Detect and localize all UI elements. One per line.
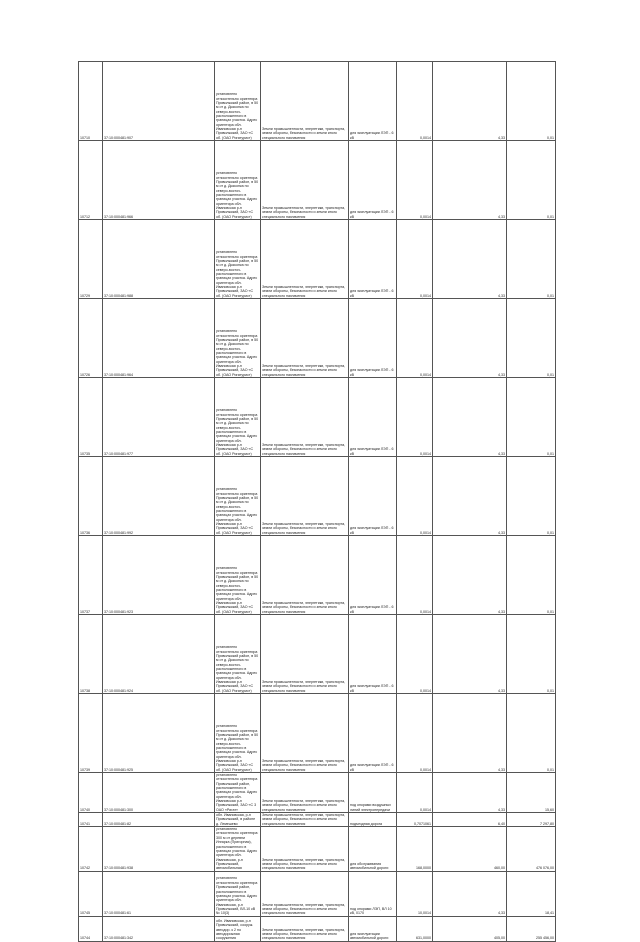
cadastral-value: 476 076,00 <box>507 827 556 871</box>
table-row <box>79 827 556 871</box>
price-value: 4,33 <box>433 141 507 220</box>
permitted-use: для эксплуатации ЛЭП - 6 кВ <box>349 536 397 615</box>
cadastral-number: 37:10:000481:923 <box>103 536 215 615</box>
cadastral-number: 37:10:000481:82 <box>103 813 215 827</box>
area-value: 0,0014 <box>397 773 433 813</box>
parcel-id: 10744 <box>79 916 103 941</box>
land-category: Земли промышленности, энергетики, транспорта, земли обороны, безопасности и земли иного специального назначения <box>261 536 349 615</box>
cadastral-number: 37:10:000481:300 <box>103 773 215 813</box>
table-row <box>79 457 556 536</box>
land-category: Земли промышленности, энергетики, транспорта, земли обороны, безопасности и земли иного специального назначения <box>261 773 349 813</box>
area-value: 0,0014 <box>397 141 433 220</box>
cadastral-number: 37:10:000481:907 <box>103 62 215 141</box>
price-value: 4,33 <box>433 62 507 141</box>
parcel-id: 10726 <box>79 299 103 378</box>
price-value: 460,00 <box>433 827 507 871</box>
land-category: Земли промышленности, энергетики, транспорта, земли обороны, безопасности и земли иного специального назначения <box>261 220 349 299</box>
price-value: 4,33 <box>433 220 507 299</box>
cadastral-value: 0,01 <box>507 62 556 141</box>
area-value: 631,0000 <box>397 916 433 941</box>
location-description: установлено относительно ориентира Приволжский район, в 50 м от д. Дьяконка по северо-восточ- расположенного в границах участка. Адрес ориентира обл. Ивановская р-н Приволжский, ЗАО «С об. (ОАО Ригатурист) <box>215 457 261 536</box>
area-value: 0,7071061 <box>397 813 433 827</box>
land-category: Земли промышленности, энергетики, транспорта, земли обороны, безопасности и земли иного специального назначения <box>261 827 349 871</box>
area-value: 0,0014 <box>397 615 433 694</box>
price-value: 4,33 <box>433 615 507 694</box>
permitted-use: для эксплуатации ЛЭП - 6 кВ <box>349 299 397 378</box>
cadastral-value: 0,01 <box>507 220 556 299</box>
location-description: установлено относительно ориентира Приволжский район, расположенного в границах участка. Адрес ориентира обл. Ивановская, р-н Приволжский, ВЛ-10 кВ № 10(3) <box>215 871 261 916</box>
price-value: 4,33 <box>433 299 507 378</box>
location-description: установлено относительно ориентира Приволжский район, в 50 м от д. Дьяконка по северо-восточ- расположенного в границах участка. Адрес ориентира обл. Ивановская р-н Приволжский, ЗАО «С об. (ОАО Ригатурист) <box>215 220 261 299</box>
permitted-use: под опорами воздушных линий электропередачи <box>349 773 397 813</box>
parcel-id: 10738 <box>79 615 103 694</box>
land-category: Земли промышленности, энергетики, транспорта, земли обороны, безопасности и земли иного специального назначения <box>261 871 349 916</box>
area-value: 0,0014 <box>397 220 433 299</box>
permitted-use: для эксплуатации ЛЭП - 6 кВ <box>349 378 397 457</box>
land-category: Земли промышленности, энергетики, транспорта, земли обороны, безопасности и земли иного специального назначения <box>261 378 349 457</box>
area-value: 0,0014 <box>397 457 433 536</box>
land-category: Земли промышленности, энергетики, транспорта, земли обороны, безопасности и земли иного специального назначения <box>261 916 349 941</box>
location-description: обл. Ивановская, р-н Приволжский, в районе д. Лемешево <box>215 813 261 827</box>
permitted-use: для эксплуатации ЛЭП - 6 кВ <box>349 141 397 220</box>
land-category: Земли промышленности, энергетики, транспорта, земли обороны, безопасности и земли иного специального назначения <box>261 62 349 141</box>
table-row <box>79 378 556 457</box>
cadastral-value: 0,01 <box>507 299 556 378</box>
location-description: установлено относительно ориентира Приволжский район, в 50 м от д. Дьяконка по северо-восточ- расположенного в границах участка. Адрес ориентира обл. Ивановская р-н Приволжский, ЗАО «С об. (ОАО Ригатурист) <box>215 378 261 457</box>
table-row <box>79 813 556 827</box>
land-category: Земли промышленности, энергетики, транспорта, земли обороны, безопасности и земли иного специального назначения <box>261 141 349 220</box>
location-description: установлено относительно ориентира Приволжский район, в 50 м от д. Дьяконка по северо-восточ- расположенного в границах участка. Адрес ориентира обл. Ивановская р-н Приволжский, ЗАО «С об. (ОАО Ригатурист) <box>215 62 261 141</box>
location-description: установлено относительно ориентира: 300 м от деревни Ингарка (Пригорная), расположенного в границах участка. Адрес ориентира обл. Ивановская, р-н Приволжский, автомобильная <box>215 827 261 871</box>
permitted-use: под опорами ЛЭП, ВЛ 10 кВ, 0170 <box>349 871 397 916</box>
permitted-use: для эксплуатации ЛЭП - 6 кВ <box>349 62 397 141</box>
price-value: 405,00 <box>433 916 507 941</box>
cadastral-value: 0,01 <box>507 694 556 773</box>
price-value: 6,40 <box>433 813 507 827</box>
permitted-use: для эксплуатации ЛЭП - 6 кВ <box>349 220 397 299</box>
cadastral-number: 37:10:000481:925 <box>103 694 215 773</box>
area-value: 0,0014 <box>397 378 433 457</box>
price-value: 4,33 <box>433 378 507 457</box>
cadastral-value: 0,01 <box>507 536 556 615</box>
parcel-id: 10736 <box>79 457 103 536</box>
cadastral-value: 0,01 <box>507 615 556 694</box>
area-value: 0,0014 <box>397 536 433 615</box>
permitted-use: для эксплуатации ЛЭП - 6 кВ <box>349 694 397 773</box>
cadastral-value: 255 456,00 <box>507 916 556 941</box>
cadastral-value: 7 297,80 <box>507 813 556 827</box>
parcel-id: 10739 <box>79 694 103 773</box>
location-description: установлено относительно ориентира Приволжский район, расположенного в границах участка. Адрес ориентира обл. Ивановская р-н Приволжский, ЗАО «С 3 ОАО «Ригат» <box>215 773 261 813</box>
table-row <box>79 220 556 299</box>
area-value: 168,0000 <box>397 827 433 871</box>
table-row <box>79 62 556 141</box>
cadastral-number: 37:10:000481:966 <box>103 141 215 220</box>
price-value: 4,33 <box>433 773 507 813</box>
cadastral-number: 37:10:000481:964 <box>103 299 215 378</box>
land-category: Земли промышленности, энергетики, транспорта, земли обороны, безопасности и земли иного специального назначения <box>261 299 349 378</box>
land-category: Земли промышленности, энергетики, транспорта, земли обороны, безопасности и земли иного специального назначения <box>261 694 349 773</box>
location-description: обл. Ивановская, р-н Приволжский, сооруж. автодор. к 2 по автодорожная сооружения <box>215 916 261 941</box>
parcel-id: 10737 <box>79 536 103 615</box>
permitted-use: для эксплуатации ЛЭП - 6 кВ <box>349 457 397 536</box>
price-value: 4,33 <box>433 694 507 773</box>
table-row <box>79 615 556 694</box>
table-row <box>79 141 556 220</box>
location-description: установлено относительно ориентира Приволжский район, в 50 м от д. Дьяконка по северо-восточ- расположенного в границах участка. Адрес ориентира обл. Ивановская р-н Приволжский, ЗАО «С об. (ОАО Ригатурист) <box>215 141 261 220</box>
area-value: 0,0014 <box>397 694 433 773</box>
area-value: 0,0014 <box>397 299 433 378</box>
cadastral-value: 0,01 <box>507 457 556 536</box>
parcel-id: 10729 <box>79 220 103 299</box>
cadastral-value: 0,01 <box>507 378 556 457</box>
cadastral-number: 37:10:000481:924 <box>103 615 215 694</box>
table-row <box>79 299 556 378</box>
cadastral-number: 37:10:000481:977 <box>103 378 215 457</box>
location-description: установлено относительно ориентира Приволжский район, в 50 м от д. Дьяконка по северо-восточ- расположенного в границах участка. Адрес ориентира обл. Ивановская р-н Приволжский, ЗАО «С об. (ОАО Ригатурист) <box>215 536 261 615</box>
parcel-id: 10741 <box>79 813 103 827</box>
cadastral-number: 37:10:000481:992 <box>103 457 215 536</box>
area-value: 0,0014 <box>397 62 433 141</box>
land-category: Земли промышленности, энергетики, транспорта, земли обороны, безопасности и земли иного специального назначения <box>261 615 349 694</box>
cadastral-value: 15,60 <box>507 773 556 813</box>
price-value: 4,33 <box>433 536 507 615</box>
table-row <box>79 773 556 813</box>
permitted-use: подъездная дорога <box>349 813 397 827</box>
parcel-id: 10742 <box>79 827 103 871</box>
land-category: Земли промышленности, энергетики, транспорта, земли обороны, безопасности и земли иного специального назначения <box>261 457 349 536</box>
table-row <box>79 871 556 916</box>
location-description: установлено относительно ориентира Приволжский район, в 50 м от д. Дьяконка по северо-восточ- расположенного в границах участка. Адрес ориентира обл. Ивановская р-н Приволжский, ЗАО «С об. (ОАО Ригатурист) <box>215 694 261 773</box>
parcel-id: 10712 <box>79 141 103 220</box>
price-value: 4,33 <box>433 457 507 536</box>
cadastral-number: 37:10:000481:61 <box>103 871 215 916</box>
cadastral-number: 37:10:000481:342 <box>103 916 215 941</box>
permitted-use: для эксплуатации ЛЭП - 6 кВ <box>349 615 397 694</box>
cadastral-value: 0,01 <box>507 141 556 220</box>
area-value: 10,0014 <box>397 871 433 916</box>
parcel-id: 10735 <box>79 378 103 457</box>
table-row <box>79 694 556 773</box>
cadastral-number: 37:10:000481:988 <box>103 220 215 299</box>
location-description: установлено относительно ориентира Приволжский район, в 50 м от д. Дьяконка по северо-восточ- расположенного в границах участка. Адрес ориентира обл. Ивановская р-н Приволжский, ЗАО «С об. (ОАО Ригатурист) <box>215 299 261 378</box>
permitted-use: для эксплуатации автомобильной дороги <box>349 916 397 941</box>
table-body <box>79 62 556 942</box>
cadastral-value: 18,41 <box>507 871 556 916</box>
parcel-id: 10740 <box>79 773 103 813</box>
land-category: Земли промышленности, энергетики, транспорта, земли обороны, безопасности и земли иного специального назначения <box>261 813 349 827</box>
price-value: 4,33 <box>433 871 507 916</box>
table-row <box>79 916 556 941</box>
permitted-use: для обслуживания автомобильной дороги <box>349 827 397 871</box>
parcel-id: 10710 <box>79 62 103 141</box>
table-row <box>79 536 556 615</box>
land-parcel-table <box>78 61 556 942</box>
parcel-id: 10745 <box>79 871 103 916</box>
location-description: установлено относительно ориентира Приволжский район, в 50 м от д. Дьяконка по северо-восточ- расположенного в границах участка. Адрес ориентира обл. Ивановская р-н Приволжский, ЗАО «С об. (ОАО Ригатурист) <box>215 615 261 694</box>
cadastral-number: 37:10:000481:938 <box>103 827 215 871</box>
